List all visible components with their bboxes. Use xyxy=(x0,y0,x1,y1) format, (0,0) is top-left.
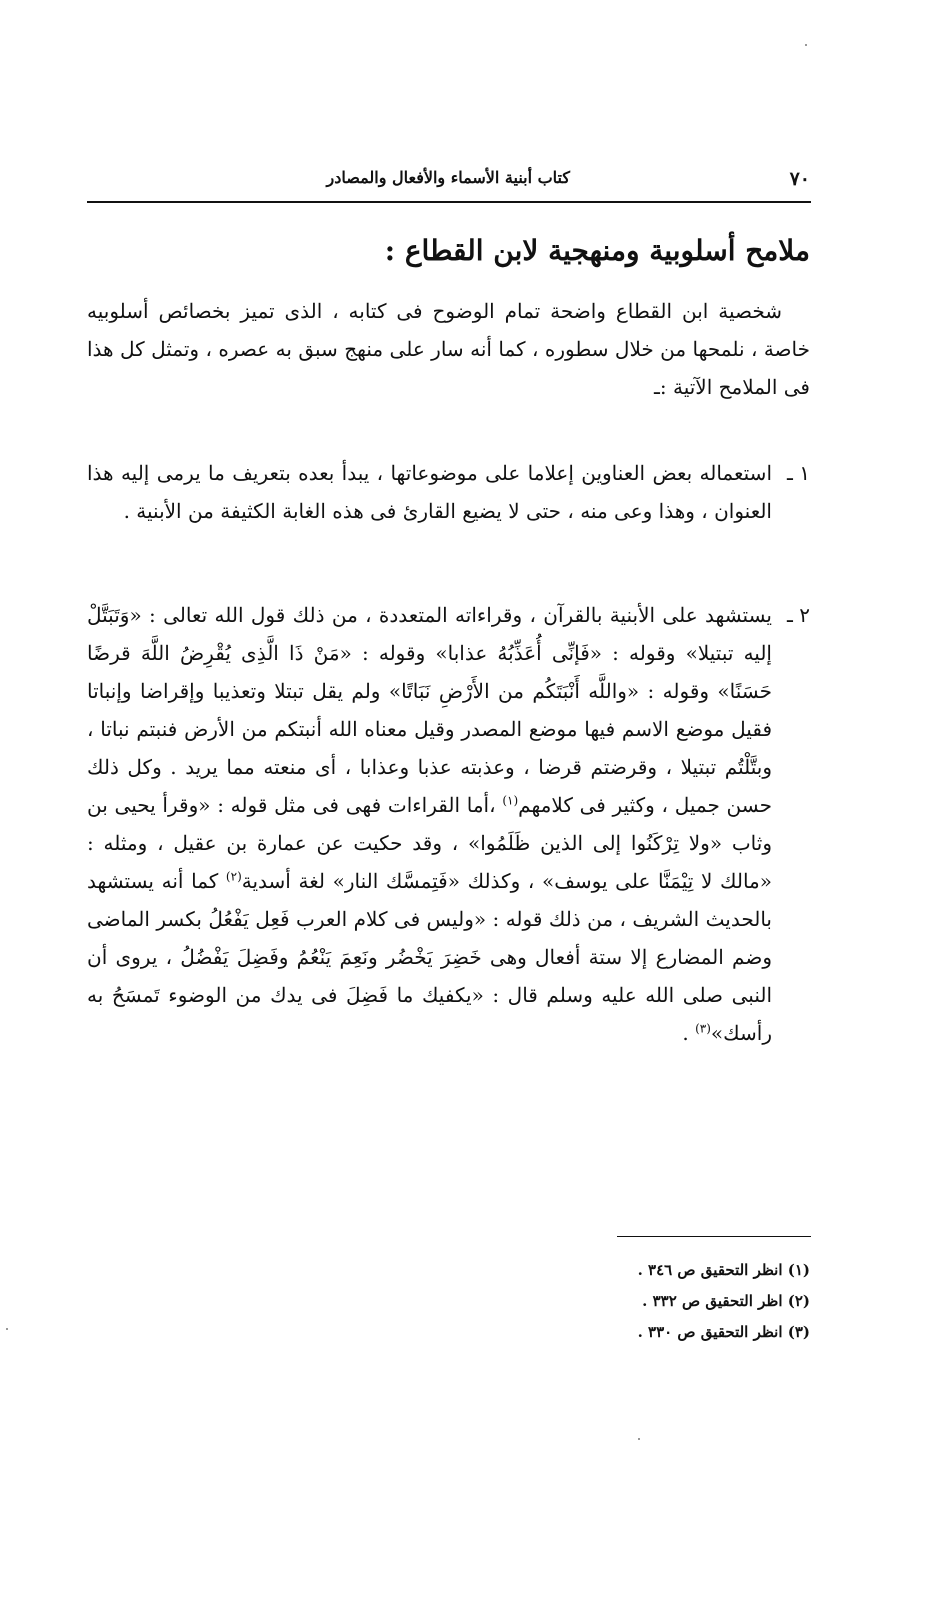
scan-speck xyxy=(805,44,807,46)
footnote: (٢) اظر التحقيق ص ٣٣٢ . xyxy=(642,1292,810,1310)
footnote-ref[interactable]: (١) xyxy=(502,793,519,808)
page-number: ٧٠ xyxy=(789,168,810,190)
footnotes xyxy=(550,1255,810,1348)
list-item-number: ١ ـ xyxy=(787,461,810,485)
running-title: كتاب أبنية الأسماء والأفعال والمصادر xyxy=(326,168,570,187)
intro-paragraph: شخصية ابن القطاع واضحة تمام الوضوح فى كتابه ، الذى تميز بخصائص أسلوبيه خاصة ، نلمحها من خلال سطوره ، كما أنه سار على منهج سبق به عصره ، وتمثل كل هذا فى الملامح الآتية :ـ xyxy=(87,299,810,399)
footnote: (٣) انظر التحقيق ص ٣٣٠ . xyxy=(637,1323,810,1341)
page-header xyxy=(87,168,810,194)
scan-speck xyxy=(6,1328,8,1330)
footnote-ref[interactable]: (٢) xyxy=(225,869,242,884)
section-title: ملامح أسلوبية ومنهجية لابن القطاع : xyxy=(384,234,810,267)
footnote: (١) انظر التحقيق ص ٣٤٦ . xyxy=(637,1261,810,1279)
item-text-segment: يستشهد على الأبنية بالقرآن ، وقراءاته المتعددة ، من ذلك قول الله تعالى : «وَتَبَتَّلْ إليه تبتيلا» وقوله : «فَإنِّى أُعَذِّبُهُ عذابا» وقوله : «مَنْ ذَا الَّذِى يُقْرِضُ اللَّهَ قرضًا حَسَنًا» وقوله : «واللَّه أَنْبَتَكُم من الأَرْضِ نَبَاتًا» ولم يقل تبتلا وتعذيبا وإقراضا وإنباتا فقيل موضع الاسم فيها موضع المصدر وقيل معناه الله أنبتكم من الأرض فنبتم نباتا ، وبتَّلْتُم تبتيلا ، وقرضتم قرضا ، وعذبته عذبا وعذابا ، أى منعته مما يريد . وكل ذلك حسن جميل ، وكثير فى كلامهم xyxy=(87,603,772,817)
list-item xyxy=(87,596,810,1052)
footnote-divider xyxy=(617,1236,811,1237)
item-text-segment: كما أنه يستشهد بالحديث الشريف ، من ذلك قوله : «وليس فى كلام العرب فَعِل يَفْعُلُ بكسر الماضى وضم المضارع إلا ستة أفعال وهى خَضِرَ يَخْضُر ونَعِمَ يَنْعُمُ وفَضِلَ يَفْضُلُ ، يروى أن النبى صلى الله عليه وسلم قال : «يكفيك ما فَضِلَ فى يدك من الوضوء تَمسَحُ به رأسك» xyxy=(87,869,772,1045)
list-item-text xyxy=(87,596,772,1052)
list-item xyxy=(87,454,810,530)
list-item-number: ٢ ـ xyxy=(787,603,810,627)
footnote-ref[interactable]: (٣) xyxy=(695,1021,711,1036)
item-text-segment: . xyxy=(682,1021,696,1045)
header-divider xyxy=(87,201,811,203)
list-item-text: استعماله بعض العناوين إعلاما على موضوعاتها ، يبدأ بعده بتعريف ما يرمى إليه هذا العنوان ، وهذا وعى منه ، حتى لا يضيع القارئ فى هذه الغابة الكثيفة من الأبنية . xyxy=(87,461,772,523)
item-text-segment: ،أما القراءات فهى فى مثل قوله : «وقرأ يحيى بن وثاب «ولا تِرْكَنُوا إلى الذين ظَلَمُوا» ، وقد حكيت عن عمارة بن عقيل ، ومثله : «مالك لا تِيْمَنَّا على يوسف» ، وكذلك «فَتِمسَّك النار» لغة أسدية xyxy=(87,793,772,893)
scan-speck xyxy=(638,1438,640,1440)
